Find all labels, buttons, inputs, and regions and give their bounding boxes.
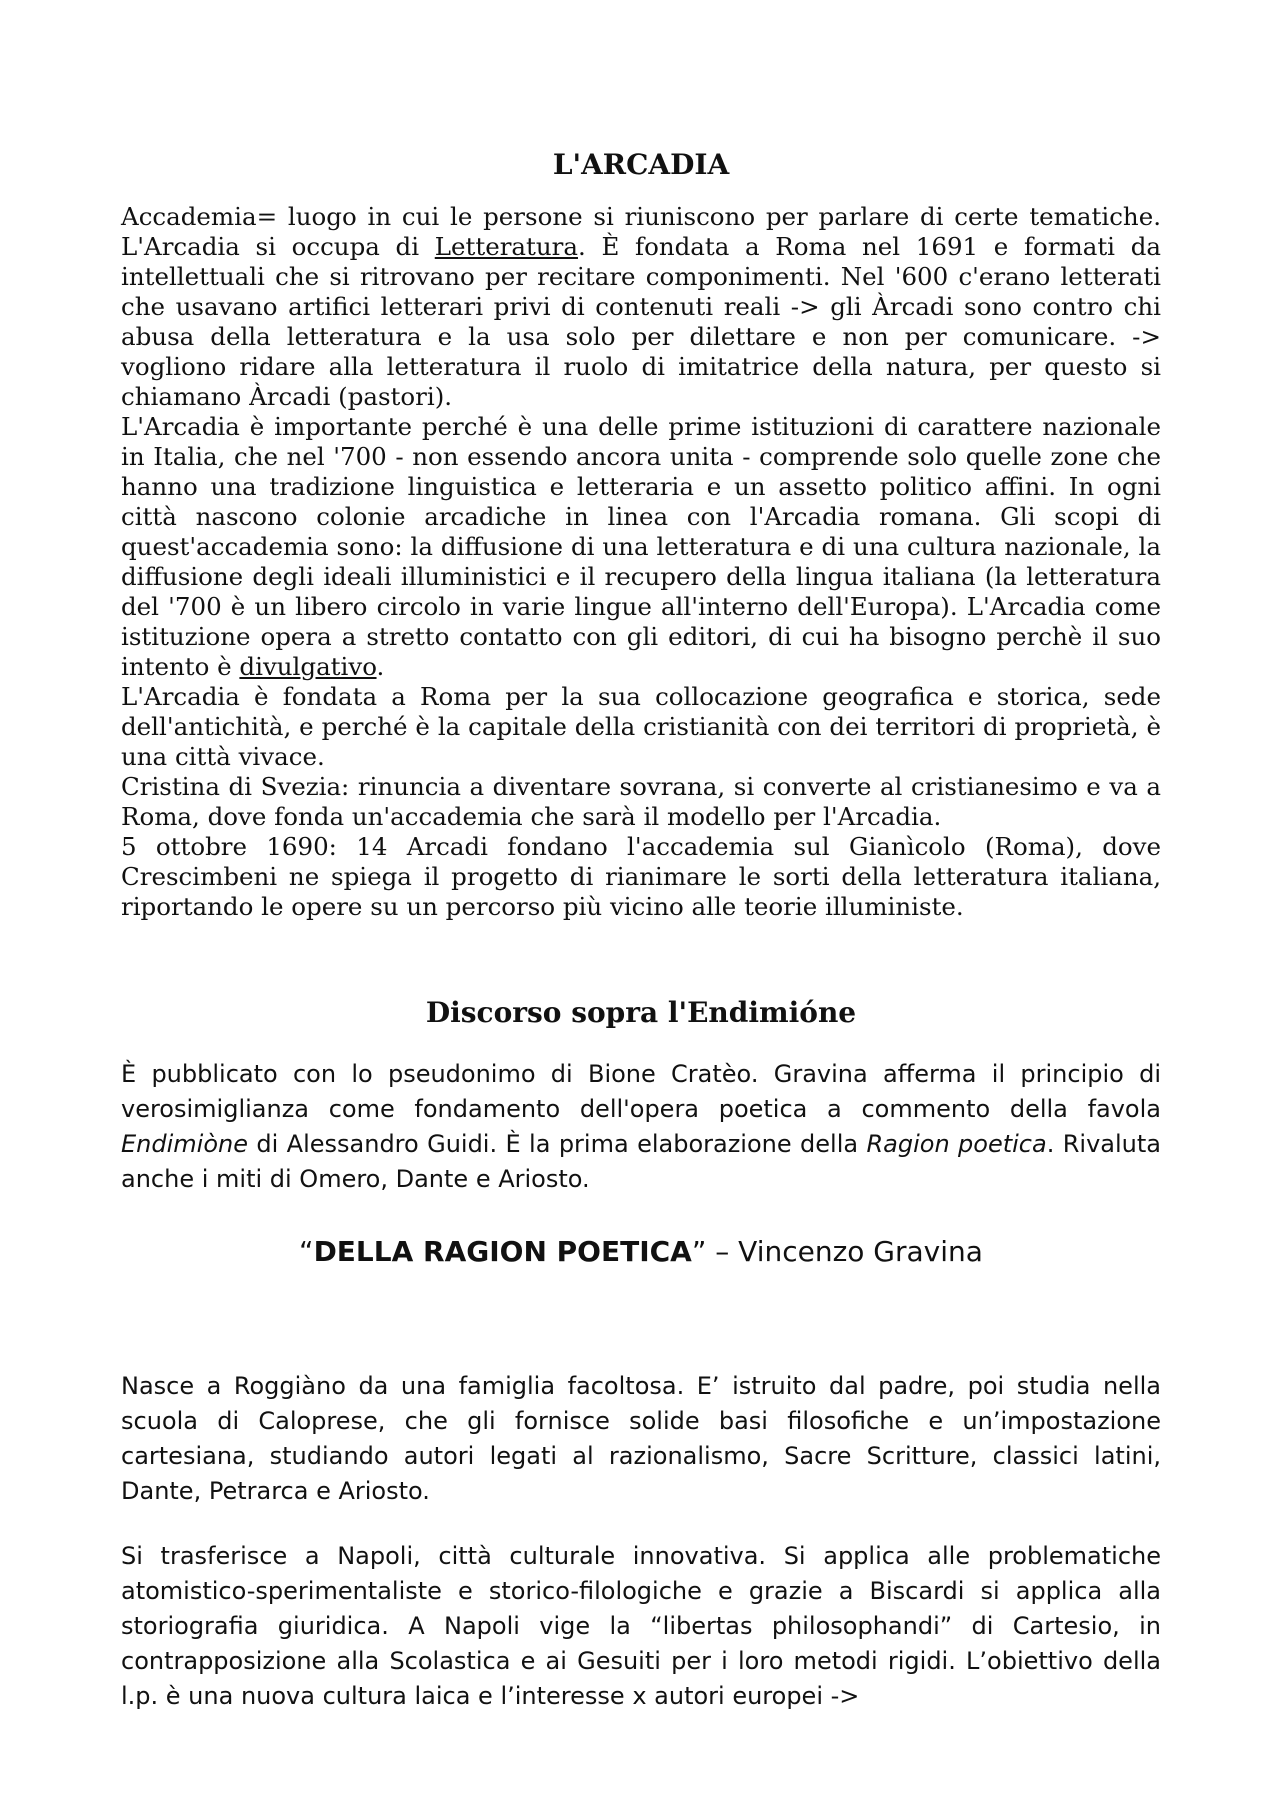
arcadia-paragraph-5: 5 ottobre 1690: 14 Arcadi fondano l'accademia sul Gianìcolo (Roma), dove Crescimbeni ne spiega il progetto di rianimare le sorti della letteratura italiana, riportando le opere su un percorso più vicino alle teorie illuministe. <box>121 831 1161 921</box>
endimione-p1-text-c: . Rivaluta anche i miti di Omero, Dante e Ariosto. <box>121 1130 1161 1194</box>
ragion-paragraph-2: Si trasferisce a Napoli, città culturale innovativa. Si applica alle problematiche atomistico-sperimentaliste e storico-filologiche e grazie a Biscardi si applica alla storiografia giuridica. A Napoli vige la “libertas philosophandi” di Cartesio, in contrapposizione alla Scolastica e ai Gesuiti per i loro metodi rigidi. L’obiettivo della l.p. è una nuova cultura laica e l’interesse x autori europei -> <box>121 1541 1161 1710</box>
heading-bold-title: DELLA RAGION POETICA <box>313 1235 692 1269</box>
arcadia-paragraph-4: Cristina di Svezia: rinuncia a diventare sovrana, si converte al cristianesimo e va a Roma, dove fonda un'accademia che sarà il modello per l'Arcadia. <box>121 771 1161 831</box>
endimione-p1-text-b: di Alessandro Guidi. È la prima elaborazione della <box>247 1130 867 1159</box>
arcadia-section <box>121 202 1161 922</box>
arcadia-p1-text-a: Accademia= luogo in cui le persone si riuniscono per parlare di certe tematiche. L'Arcadia si occupa di <box>121 201 1161 261</box>
heading-author: ” – Vincenzo Gravina <box>691 1235 983 1269</box>
arcadia-paragraph-1 <box>121 202 1161 412</box>
ragion-poetica-section <box>121 1369 1161 1714</box>
arcadia-p1-text-b: . È fondata a Roma nel 1691 e formati da intellettuali che si ritrovano per recitare componimenti. Nel '600 c'erano letterati che usavano artifici letterari privi di contenuti reali -> gli Àrcadi sono contro chi abusa della letteratura e la usa solo per dilettare e non per comunicare. -> vogliono ridare alla letteratura il ruolo di imitatrice della natura, per questo si chiamano Àrcadi (pastori). <box>121 231 1161 411</box>
arcadia-p2-text-a: L'Arcadia è importante perché è una delle prime istituzioni di carattere nazionale in Italia, che nel '700 - non essendo ancora unita - comprende solo quelle zone che hanno una tradizione linguistica e letteraria e un assetto politico affini. In ogni città nascono colonie arcadiche in linea con l'Arcadia romana. Gli scopi di quest'accademia sono: la diffusione di una letteratura e di una cultura nazionale, la diffusione degli ideali illuministici e il recupero della lingua italiana (la letteratura del '700 è un libero circolo in varie lingue all'interno dell'Europa). L'Arcadia come istituzione opera a stretto contatto con gli editori, di cui ha bisogno perchè il suo intento è <box>121 411 1161 681</box>
ragion-poetica-heading <box>121 1235 1161 1269</box>
endimione-heading: Discorso sopra l'Endimióne <box>425 995 857 1029</box>
arcadia-paragraph-3: L'Arcadia è fondata a Roma per la sua collocazione geografica e storica, sede dell'antichità, e perché è la capitale della cristianità con dei territori di proprietà, è una città vivace. <box>121 681 1161 771</box>
ragion-paragraph-1: Nasce a Roggiàno da una famiglia facoltosa. E’ istruito dal padre, poi studia nella scuola di Caloprese, che gli fornisce solide basi filosofiche e un’impostazione cartesiana, studiando autori legati al razionalismo, Sacre Scritture, classici latini, Dante, Petrarca e Ariosto. <box>121 1371 1161 1505</box>
arcadia-paragraph-2 <box>121 412 1161 682</box>
document-page <box>121 148 1161 1714</box>
underlined-term-letteratura: Letteratura <box>434 231 578 261</box>
italic-title-ragion-poetica: Ragion poetica <box>866 1130 1047 1159</box>
endimione-paragraph-1 <box>121 1057 1161 1197</box>
arcadia-p2-text-b: . <box>376 651 385 681</box>
italic-title-endimione: Endimiòne <box>121 1130 248 1159</box>
underlined-term-divulgativo: divulgativo <box>239 651 377 681</box>
endimione-section <box>121 1057 1161 1197</box>
heading-open-quote: “ <box>299 1235 314 1269</box>
page-title: L'ARCADIA <box>552 148 730 181</box>
endimione-p1-text-a: È pubblicato con lo pseudonimo di Bione Cratèo. Gravina afferma il principio di verosimiglianza come fondamento dell'opera poetica a commento della favola <box>121 1060 1161 1124</box>
